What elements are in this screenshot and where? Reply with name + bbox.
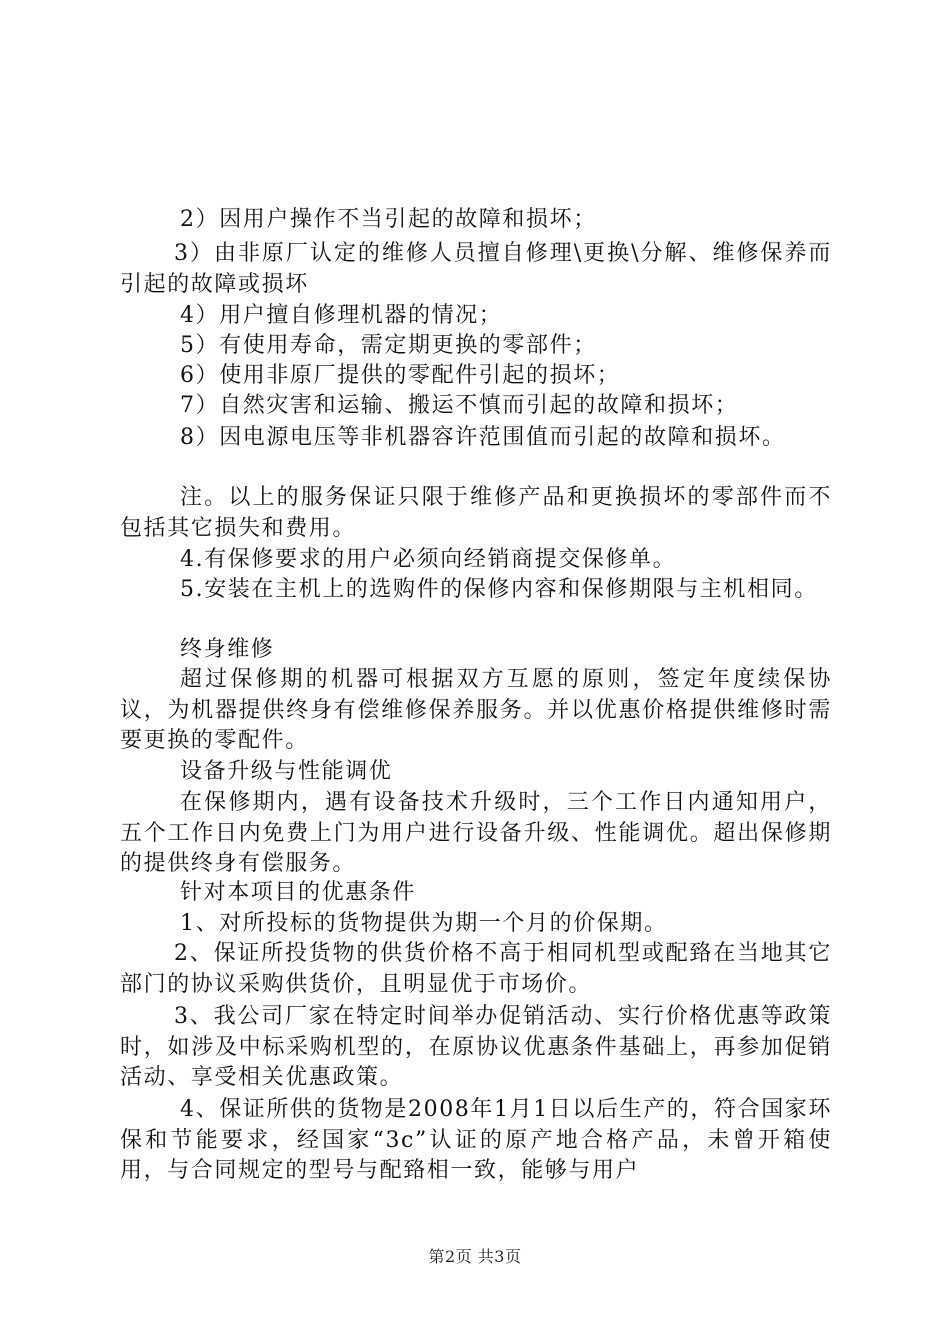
clause-4-paragraph: 4.有保修要求的用户必须向经销商提交保修单。 <box>180 547 677 572</box>
note-paragraph: 注。以上的服务保证只限于维修产品和更换损坏的零部件而不包括其它损失和费用。 <box>120 485 832 541</box>
upgrade-paragraph: 在保修期内，遇有设备技术升级时，三个工作日内通知用户，五个工作日内免费上门为用户进行设备升级、性能调优。超出保修期的提供终身有偿服务。 <box>120 790 832 876</box>
page-footer: 第2页 共3页 <box>428 1247 522 1266</box>
lifetime-repair-paragraph: 超过保修期的机器可根据双方互愿的原则，签定年度续保协议，为机器提供终身有偿维修保养服务。并以优惠价格提供维修时需要更换的零配件。 <box>120 667 832 753</box>
paragraph-item-3: 3）由非原厂认定的维修人员擅自修理\更换\分解、维修保养而引起的故障或损坏 <box>120 241 832 297</box>
section-heading-discounts: 针对本项目的优惠条件 <box>180 880 417 905</box>
paragraph-item-7: 7）自然灾害和运输、搬运不慎而引起的故障和损坏； <box>180 393 739 418</box>
section-heading-upgrade: 设备升级与性能调优 <box>180 759 393 784</box>
paragraph-item-5: 5）有使用寿命，需定期更换的零部件； <box>180 333 597 358</box>
paragraph-item-4: 4）用户擅自修理机器的情况； <box>180 303 503 328</box>
paragraph-item-2: 2）因用户操作不当引起的故障和损坏； <box>180 207 597 232</box>
discount-item-1: 1、对所投标的货物提供为期一个月的价保期。 <box>180 911 668 936</box>
paragraph-item-8: 8）因电源电压等非机器容许范围值而引起的故障和损坏。 <box>180 425 786 450</box>
clause-5-paragraph: 5.安装在主机上的选购件的保修内容和保修期限与主机相同。 <box>180 577 818 602</box>
paragraph-item-6: 6）使用非原厂提供的零配件引起的损坏； <box>180 363 621 388</box>
section-heading-lifetime-repair: 终身维修 <box>180 637 275 662</box>
discount-item-4: 4、保证所供的货物是2008年1月1日以后生产的，符合国家环保和节能要求，经国家“3c”认证的原产地合格产品，未曾开箱使用，与合同规定的型号与配臵相一致，能够与用户 <box>120 1097 832 1183</box>
discount-item-2: 2、保证所投货物的供货价格不高于相同机型或配臵在当地其它部门的协议采购供货价，且明显优于市场价。 <box>120 941 832 997</box>
discount-item-3: 3、我公司厂家在特定时间举办促销活动、实行价格优惠等政策时，如涉及中标采购机型的，在原协议优惠条件基础上，再参加促销活动、享受相关优惠政策。 <box>120 1004 832 1090</box>
